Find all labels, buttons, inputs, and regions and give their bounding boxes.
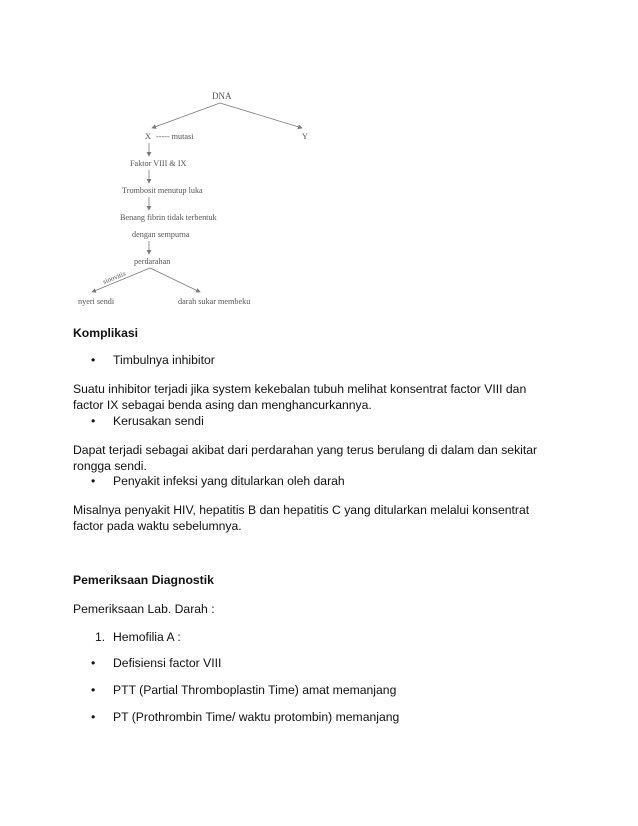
diagnostik-subheading: Pemeriksaan Lab. Darah : xyxy=(73,602,215,616)
paragraph-line: rongga sendi. xyxy=(73,459,147,473)
paragraph-line: factor IX sebagai benda asing dan menghancurkannya. xyxy=(73,398,372,412)
paragraph-line: Dapat terjadi sebagai akibat dari perdarahan yang terus berulang di dalam dan sekitar xyxy=(73,443,538,457)
node-step2: Trombosit menutup luka xyxy=(122,186,203,195)
node-step4: perdarahan xyxy=(134,257,171,266)
pathway-diagram-svg xyxy=(70,78,340,318)
edge-dna-y xyxy=(220,103,302,128)
number-mark: 1. xyxy=(95,630,106,644)
node-right-leaf: darah sukar membeku xyxy=(178,297,251,306)
paragraph-line: Misalnya penyakit HIV, hepatitis B dan hepatitis C yang ditularkan melalui konsentrat xyxy=(73,503,530,517)
list-item-label: Defisiensi factor VIII xyxy=(113,656,222,670)
bullet-mark: • xyxy=(91,353,96,367)
node-y: Y xyxy=(302,132,308,141)
bullet-mark: • xyxy=(91,656,96,670)
node-x-note: ----- mutasi xyxy=(156,132,194,141)
paragraph-line: Suatu inhibitor terjadi jika system kekebalan tubuh melihat konsentrat factor VIII dan xyxy=(73,382,527,396)
list-item-label: PT (Prothrombin Time/ waktu protombin) memanjang xyxy=(113,710,400,724)
diagnostik-heading: Pemeriksaan Diagnostik xyxy=(73,573,214,587)
list-item-label: Timbulnya inhibitor xyxy=(113,353,215,367)
node-step3-line1: Benang fibrin tidak terbentuk xyxy=(120,213,217,222)
list-item-label: Kerusakan sendi xyxy=(113,414,204,428)
node-x: X xyxy=(145,132,151,141)
list-item-label: Penyakit infeksi yang ditularkan oleh darah xyxy=(113,474,345,488)
list-item-label: PTT (Partial Thromboplastin Time) amat memanjang xyxy=(113,683,397,697)
edge-step4-right xyxy=(150,268,200,292)
node-left-leaf: nyeri sendi xyxy=(78,297,115,306)
bullet-mark: • xyxy=(91,414,96,428)
node-step3-line2: dengan sempurna xyxy=(132,230,190,239)
node-dna: DNA xyxy=(212,91,232,101)
bullet-mark: • xyxy=(91,474,96,488)
komplikasi-heading: Komplikasi xyxy=(73,326,139,340)
bullet-mark: • xyxy=(91,683,96,697)
node-step1: Faktor VIII & IX xyxy=(130,159,187,168)
paragraph-line: factor pada waktu sebelumnya. xyxy=(73,519,242,533)
branch-label: sinovitis xyxy=(101,269,127,286)
edge-dna-x xyxy=(152,103,220,128)
bullet-mark: • xyxy=(91,710,96,724)
pathway-diagram xyxy=(70,78,340,318)
numbered-item-label: Hemofilia A : xyxy=(113,630,181,644)
